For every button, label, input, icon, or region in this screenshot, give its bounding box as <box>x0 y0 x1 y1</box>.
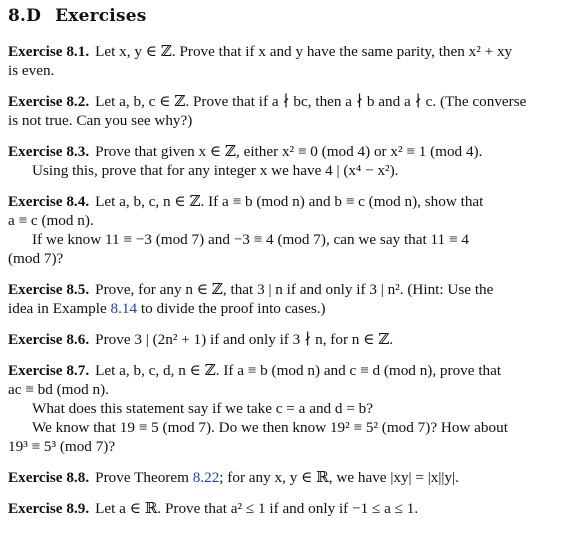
exercise-line <box>8 499 584 518</box>
exercise-text: Let a, b, c, n ∈ ℤ. If a ≡ b (mod n) and b ≡ c (mod n), show that <box>95 193 484 210</box>
exercise-text: Let a, b, c, d, n ∈ ℤ. If a ≡ b (mod n) and c ≡ d (mod n), prove that <box>95 362 502 379</box>
section-title: Exercises <box>55 6 147 26</box>
exercise-text: idea in Example <box>8 300 111 317</box>
exercise-line: a ≡ c (mod n). <box>8 212 94 229</box>
exercise-line: If we know 11 ≡ −3 (mod 7) and −3 ≡ 4 (mod 7), can we say that 11 ≡ 4 <box>32 231 469 248</box>
exercise-line: We know that 19 ≡ 5 (mod 7). Do we then know 19² ≡ 5² (mod 7)? How about <box>32 419 508 436</box>
exercise-label: Exercise 8.8. <box>8 469 90 486</box>
exercise-label: Exercise 8.7. <box>8 362 90 379</box>
exercise-8-8 <box>8 468 584 487</box>
exercise-8-9 <box>8 499 584 518</box>
exercise-text: Prove Theorem <box>95 469 193 486</box>
exercise-text: Let a ∈ ℝ. Prove that a² ≤ 1 if and only if −1 ≤ a ≤ 1. <box>95 500 419 517</box>
exercise-text: ; for any x, y ∈ ℝ, we have |xy| = |x||y|. <box>219 469 459 486</box>
exercise-text: Prove 3 | (2n² + 1) if and only if 3 ∤ n, for n ∈ ℤ. <box>95 331 394 348</box>
exercise-line <box>8 280 584 299</box>
exercise-line <box>8 192 584 211</box>
exercise-label: Exercise 8.3. <box>8 143 90 160</box>
exercise-line: Using this, prove that for any integer x we have 4 | (x⁴ − x²). <box>32 162 399 179</box>
exercise-label: Exercise 8.4. <box>8 193 90 210</box>
exercise-line <box>8 299 584 318</box>
exercise-line: 19³ ≡ 5³ (mod 7)? <box>8 438 116 455</box>
example-link[interactable]: 8.14 <box>110 300 138 317</box>
exercise-line <box>8 142 584 161</box>
exercise-text: Prove that given x ∈ ℤ, either x² ≡ 0 (mod 4) or x² ≡ 1 (mod 4). <box>95 143 483 160</box>
exercise-line <box>8 361 584 380</box>
exercise-8-1 <box>8 42 584 80</box>
exercise-label: Exercise 8.9. <box>8 500 90 517</box>
exercise-8-5 <box>8 280 584 318</box>
exercise-label: Exercise 8.1. <box>8 43 90 60</box>
exercise-8-2 <box>8 92 584 130</box>
exercise-line <box>8 92 584 111</box>
exercise-line: What does this statement say if we take c = a and d = b? <box>32 400 374 417</box>
exercise-text: Let a, b, c ∈ ℤ. Prove that if a ∤ bc, then a ∤ b and a ∤ c. (The converse <box>95 93 527 110</box>
exercise-line: ac ≡ bd (mod n). <box>8 381 109 398</box>
exercise-8-6 <box>8 330 584 349</box>
section-heading <box>8 6 584 26</box>
exercise-8-7 <box>8 361 584 456</box>
exercise-text: Let x, y ∈ ℤ. Prove that if x and y have the same parity, then x² + xy <box>95 43 513 60</box>
exercise-line: (mod 7)? <box>8 250 64 267</box>
exercise-8-4 <box>8 192 584 268</box>
exercise-line: is even. <box>8 62 55 79</box>
theorem-link[interactable]: 8.22 <box>192 469 220 486</box>
exercise-label: Exercise 8.6. <box>8 331 90 348</box>
exercise-line <box>8 330 584 349</box>
exercise-8-3 <box>8 142 584 180</box>
section-number: 8.D <box>8 6 42 26</box>
exercise-line <box>8 42 584 61</box>
exercise-label: Exercise 8.2. <box>8 93 90 110</box>
exercise-label: Exercise 8.5. <box>8 281 90 298</box>
exercise-text: Prove, for any n ∈ ℤ, that 3 | n if and only if 3 | n². (Hint: Use the <box>95 281 494 298</box>
exercise-line <box>8 468 584 487</box>
exercise-text: to divide the proof into cases.) <box>137 300 326 317</box>
page <box>0 6 588 540</box>
exercise-line: is not true. Can you see why?) <box>8 112 193 129</box>
